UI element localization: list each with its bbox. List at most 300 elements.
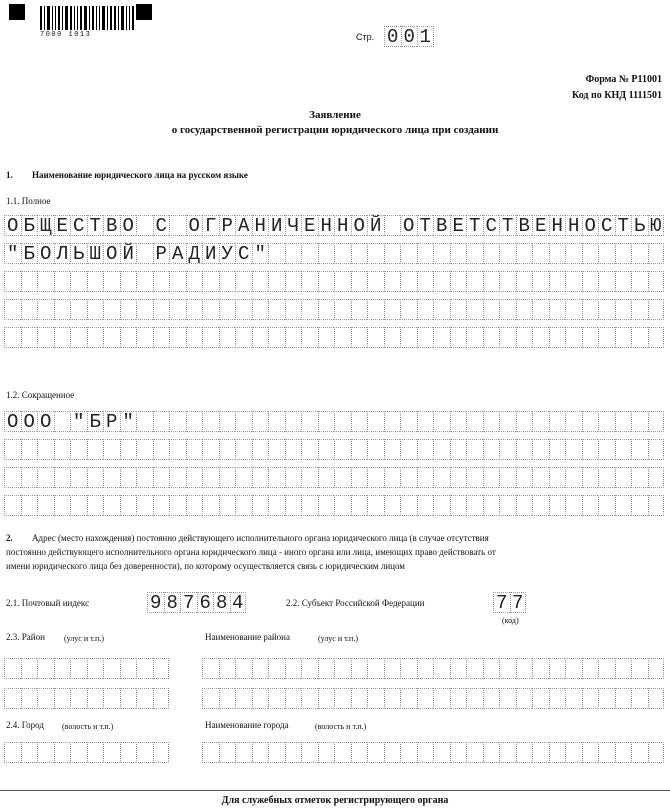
char-cell: Ш — [87, 243, 104, 264]
char-cell: Ь — [631, 215, 648, 236]
char-cell — [433, 658, 450, 679]
char-cell — [433, 411, 450, 432]
char-cell — [615, 243, 632, 264]
char-cell — [483, 688, 500, 709]
char-cell — [351, 439, 368, 460]
char-cell — [433, 439, 450, 460]
char-cell — [169, 299, 186, 320]
char-cell — [318, 467, 335, 488]
char-cell — [268, 467, 285, 488]
char-cell — [103, 271, 120, 292]
char-cell — [219, 742, 236, 763]
char-cell — [648, 467, 665, 488]
char-cell — [549, 439, 566, 460]
char-cell — [516, 467, 533, 488]
char-cell: 7 — [493, 592, 510, 613]
char-cell — [301, 658, 318, 679]
full-name-row[interactable] — [4, 327, 664, 348]
char-cell — [318, 658, 335, 679]
char-cell — [54, 467, 71, 488]
char-cell — [417, 411, 434, 432]
char-cell — [334, 327, 351, 348]
char-cell — [54, 327, 71, 348]
char-cell — [631, 299, 648, 320]
char-cell — [582, 411, 599, 432]
char-cell — [351, 411, 368, 432]
char-cell — [285, 243, 302, 264]
char-cell — [285, 299, 302, 320]
section2-number: 2. — [6, 533, 13, 543]
short-name-label: 1.2. Сокращенное — [6, 390, 75, 400]
char-cell — [549, 327, 566, 348]
char-cell — [582, 742, 599, 763]
char-cell — [37, 742, 54, 763]
char-cell — [516, 439, 533, 460]
char-cell — [87, 299, 104, 320]
char-cell: 8 — [164, 592, 181, 613]
char-cell — [202, 327, 219, 348]
city-type-row[interactable] — [4, 742, 169, 763]
char-cell — [351, 467, 368, 488]
char-cell — [301, 439, 318, 460]
char-cell — [235, 688, 252, 709]
char-cell — [648, 411, 665, 432]
char-cell — [37, 495, 54, 516]
char-cell — [384, 327, 401, 348]
char-cell — [466, 742, 483, 763]
district-type-row[interactable] — [4, 658, 169, 679]
char-cell — [120, 327, 137, 348]
char-cell — [648, 688, 665, 709]
char-cell — [400, 243, 417, 264]
char-cell — [351, 271, 368, 292]
char-cell — [351, 658, 368, 679]
char-cell — [4, 299, 21, 320]
char-cell — [417, 495, 434, 516]
char-cell — [252, 439, 269, 460]
barcode-bar — [80, 6, 82, 30]
char-cell — [598, 327, 615, 348]
barcode — [40, 6, 136, 30]
char-cell — [450, 271, 467, 292]
char-cell — [384, 495, 401, 516]
city-name-row[interactable] — [202, 742, 664, 763]
char-cell — [21, 299, 38, 320]
char-cell — [400, 439, 417, 460]
barcode-bar — [40, 6, 42, 30]
char-cell — [565, 467, 582, 488]
char-cell — [103, 439, 120, 460]
barcode-bar — [74, 6, 75, 30]
char-cell: О — [120, 215, 137, 236]
char-cell — [334, 742, 351, 763]
barcode-bar — [77, 6, 78, 30]
subject-code-caption: (код) — [502, 616, 519, 625]
district-hint: (улус и т.п.) — [64, 634, 104, 643]
char-cell — [87, 658, 104, 679]
barcode-bar — [110, 6, 112, 30]
char-cell — [598, 742, 615, 763]
char-cell — [318, 271, 335, 292]
char-cell — [285, 411, 302, 432]
char-cell: А — [235, 215, 252, 236]
char-cell — [120, 688, 137, 709]
char-cell — [4, 742, 21, 763]
footer-note: Для служебных отметок регистрирующего органа — [221, 795, 449, 806]
city-label: 2.4. Город — [6, 720, 44, 730]
char-cell — [120, 271, 137, 292]
char-cell — [582, 495, 599, 516]
barcode-bar — [44, 6, 45, 30]
char-cell — [186, 467, 203, 488]
char-cell — [466, 658, 483, 679]
section1-number: 1. — [6, 170, 13, 180]
char-cell — [483, 243, 500, 264]
char-cell — [21, 658, 38, 679]
char-cell — [136, 688, 153, 709]
char-cell — [516, 688, 533, 709]
char-cell — [549, 658, 566, 679]
short-name-row[interactable] — [4, 467, 664, 488]
char-cell — [37, 439, 54, 460]
char-cell — [532, 467, 549, 488]
char-cell — [499, 271, 516, 292]
char-cell — [301, 327, 318, 348]
char-cell — [351, 688, 368, 709]
char-cell: Н — [334, 215, 351, 236]
char-cell — [367, 742, 384, 763]
char-cell — [70, 299, 87, 320]
char-cell — [516, 243, 533, 264]
char-cell — [466, 439, 483, 460]
char-cell — [70, 271, 87, 292]
char-cell — [186, 495, 203, 516]
char-cell — [219, 495, 236, 516]
char-cell: О — [37, 411, 54, 432]
char-cell — [433, 688, 450, 709]
char-cell — [466, 327, 483, 348]
char-cell: 7 — [180, 592, 197, 613]
char-cell — [499, 658, 516, 679]
char-cell — [549, 742, 566, 763]
char-cell — [87, 327, 104, 348]
char-cell — [21, 495, 38, 516]
char-cell — [268, 271, 285, 292]
char-cell — [235, 299, 252, 320]
char-cell — [631, 658, 648, 679]
char-cell: Й — [120, 243, 137, 264]
char-cell: Е — [54, 215, 71, 236]
char-cell: Г — [202, 215, 219, 236]
char-cell — [21, 467, 38, 488]
char-cell — [70, 495, 87, 516]
char-cell — [235, 327, 252, 348]
char-cell — [351, 327, 368, 348]
char-cell — [103, 467, 120, 488]
document-title: Заявление — [309, 109, 361, 121]
city-name-label: Наименование города — [205, 720, 289, 730]
char-cell — [153, 467, 170, 488]
char-cell — [202, 658, 219, 679]
char-cell — [268, 658, 285, 679]
corner-marker-left — [9, 4, 25, 20]
char-cell — [54, 271, 71, 292]
char-cell — [103, 688, 120, 709]
char-cell — [136, 215, 153, 236]
char-cell — [384, 742, 401, 763]
char-cell — [136, 411, 153, 432]
char-cell — [136, 243, 153, 264]
postal-index-field[interactable] — [147, 592, 246, 613]
char-cell: О — [103, 243, 120, 264]
char-cell — [532, 327, 549, 348]
char-cell — [252, 271, 269, 292]
full-name-row[interactable] — [4, 243, 664, 264]
char-cell — [219, 467, 236, 488]
char-cell — [87, 271, 104, 292]
char-cell — [417, 439, 434, 460]
char-cell — [400, 742, 417, 763]
char-cell — [202, 742, 219, 763]
char-cell — [87, 742, 104, 763]
char-cell — [367, 271, 384, 292]
char-cell — [384, 688, 401, 709]
char-cell — [466, 299, 483, 320]
char-cell — [202, 271, 219, 292]
char-cell — [87, 467, 104, 488]
char-cell — [631, 243, 648, 264]
full-name-row[interactable] — [4, 299, 664, 320]
char-cell — [582, 658, 599, 679]
char-cell — [235, 467, 252, 488]
char-cell — [70, 742, 87, 763]
char-cell — [483, 467, 500, 488]
char-cell — [516, 271, 533, 292]
char-cell — [483, 495, 500, 516]
char-cell — [54, 299, 71, 320]
char-cell — [351, 299, 368, 320]
subject-code-field[interactable] — [493, 592, 526, 613]
char-cell — [54, 688, 71, 709]
char-cell: Щ — [37, 215, 54, 236]
char-cell — [417, 299, 434, 320]
char-cell — [565, 299, 582, 320]
char-cell — [54, 439, 71, 460]
char-cell — [103, 742, 120, 763]
char-cell — [615, 411, 632, 432]
char-cell: Т — [466, 215, 483, 236]
barcode-bar — [92, 6, 94, 30]
char-cell — [466, 243, 483, 264]
char-cell — [136, 658, 153, 679]
char-cell — [582, 327, 599, 348]
char-cell — [186, 439, 203, 460]
char-cell — [136, 327, 153, 348]
char-cell — [153, 688, 170, 709]
char-cell — [516, 411, 533, 432]
char-cell — [334, 439, 351, 460]
char-cell — [549, 299, 566, 320]
char-cell — [202, 411, 219, 432]
char-cell — [202, 495, 219, 516]
char-cell: О — [4, 215, 21, 236]
char-cell: Т — [615, 215, 632, 236]
char-cell — [351, 495, 368, 516]
char-cell — [169, 495, 186, 516]
char-cell — [37, 299, 54, 320]
char-cell — [582, 271, 599, 292]
char-cell — [120, 658, 137, 679]
char-cell: 4 — [230, 592, 247, 613]
char-cell — [87, 688, 104, 709]
char-cell — [285, 658, 302, 679]
char-cell — [285, 742, 302, 763]
char-cell — [136, 467, 153, 488]
char-cell — [301, 467, 318, 488]
char-cell — [417, 243, 434, 264]
char-cell: Р — [103, 411, 120, 432]
char-cell: Н — [318, 215, 335, 236]
char-cell — [631, 271, 648, 292]
char-cell — [615, 299, 632, 320]
char-cell — [384, 439, 401, 460]
char-cell — [400, 658, 417, 679]
char-cell: Т — [499, 215, 516, 236]
char-cell — [21, 742, 38, 763]
char-cell — [400, 299, 417, 320]
char-cell — [252, 688, 269, 709]
char-cell: Е — [450, 215, 467, 236]
char-cell — [37, 271, 54, 292]
short-name-row[interactable] — [4, 411, 664, 432]
char-cell — [532, 742, 549, 763]
char-cell — [367, 439, 384, 460]
char-cell — [301, 742, 318, 763]
district-name-row[interactable] — [202, 658, 664, 679]
district-name-row[interactable] — [202, 688, 664, 709]
char-cell — [4, 688, 21, 709]
full-name-row[interactable] — [4, 271, 664, 292]
city-name-hint: (волость и т.п.) — [315, 722, 367, 731]
char-cell — [466, 271, 483, 292]
char-cell — [565, 495, 582, 516]
char-cell: Б — [21, 215, 38, 236]
char-cell — [153, 658, 170, 679]
char-cell — [169, 411, 186, 432]
char-cell: 7 — [510, 592, 527, 613]
char-cell — [384, 467, 401, 488]
char-cell — [615, 439, 632, 460]
char-cell — [219, 299, 236, 320]
char-cell — [648, 658, 665, 679]
char-cell: С — [483, 215, 500, 236]
char-cell — [499, 495, 516, 516]
char-cell — [285, 271, 302, 292]
barcode-bar — [62, 6, 63, 30]
char-cell — [532, 243, 549, 264]
char-cell — [219, 271, 236, 292]
char-cell — [565, 243, 582, 264]
char-cell: С — [153, 215, 170, 236]
char-cell — [301, 688, 318, 709]
char-cell — [4, 467, 21, 488]
char-cell — [318, 299, 335, 320]
char-cell — [516, 495, 533, 516]
barcode-bar — [126, 6, 127, 30]
char-cell — [235, 439, 252, 460]
district-name-label: Наименование района — [205, 632, 290, 642]
char-cell — [153, 742, 170, 763]
short-name-row[interactable] — [4, 439, 664, 460]
char-cell: В — [433, 215, 450, 236]
char-cell — [532, 411, 549, 432]
char-cell — [433, 271, 450, 292]
char-cell — [235, 411, 252, 432]
char-cell — [4, 658, 21, 679]
char-cell — [54, 658, 71, 679]
char-cell — [615, 327, 632, 348]
char-cell — [268, 327, 285, 348]
char-cell — [549, 467, 566, 488]
char-cell — [268, 742, 285, 763]
knd-code: Код по КНД 1111501 — [571, 90, 662, 101]
document-subtitle: о государственной регистрации юридического лица при создании — [171, 124, 499, 136]
full-name-row[interactable] — [4, 215, 664, 236]
short-name-row[interactable] — [4, 495, 664, 516]
char-cell — [483, 439, 500, 460]
barcode-bar — [102, 6, 105, 30]
char-cell — [466, 688, 483, 709]
char-cell — [400, 271, 417, 292]
city-hint: (волость и т.п.) — [62, 722, 114, 731]
char-cell — [499, 688, 516, 709]
char-cell — [268, 495, 285, 516]
char-cell — [334, 271, 351, 292]
char-cell — [219, 688, 236, 709]
char-cell — [450, 495, 467, 516]
char-cell — [450, 742, 467, 763]
char-cell — [532, 271, 549, 292]
char-cell — [384, 271, 401, 292]
char-cell — [565, 327, 582, 348]
char-cell — [54, 495, 71, 516]
char-cell: В — [516, 215, 533, 236]
char-cell — [516, 742, 533, 763]
char-cell — [565, 658, 582, 679]
district-type-row[interactable] — [4, 688, 169, 709]
char-cell — [598, 271, 615, 292]
char-cell — [582, 299, 599, 320]
char-cell — [318, 411, 335, 432]
char-cell — [615, 467, 632, 488]
char-cell — [169, 327, 186, 348]
char-cell — [483, 271, 500, 292]
char-cell: Т — [87, 215, 104, 236]
char-cell — [549, 411, 566, 432]
char-cell: Ч — [285, 215, 302, 236]
char-cell — [565, 411, 582, 432]
char-cell — [268, 439, 285, 460]
char-cell — [565, 439, 582, 460]
char-cell — [202, 467, 219, 488]
char-cell — [136, 742, 153, 763]
char-cell — [483, 742, 500, 763]
char-cell — [433, 243, 450, 264]
section2-heading-line1: Адрес (место нахождения) постоянно действующего исполнительного органа юридического лица (в случае отсутствия — [32, 533, 489, 543]
char-cell — [136, 439, 153, 460]
char-cell: " — [4, 243, 21, 264]
char-cell — [615, 742, 632, 763]
